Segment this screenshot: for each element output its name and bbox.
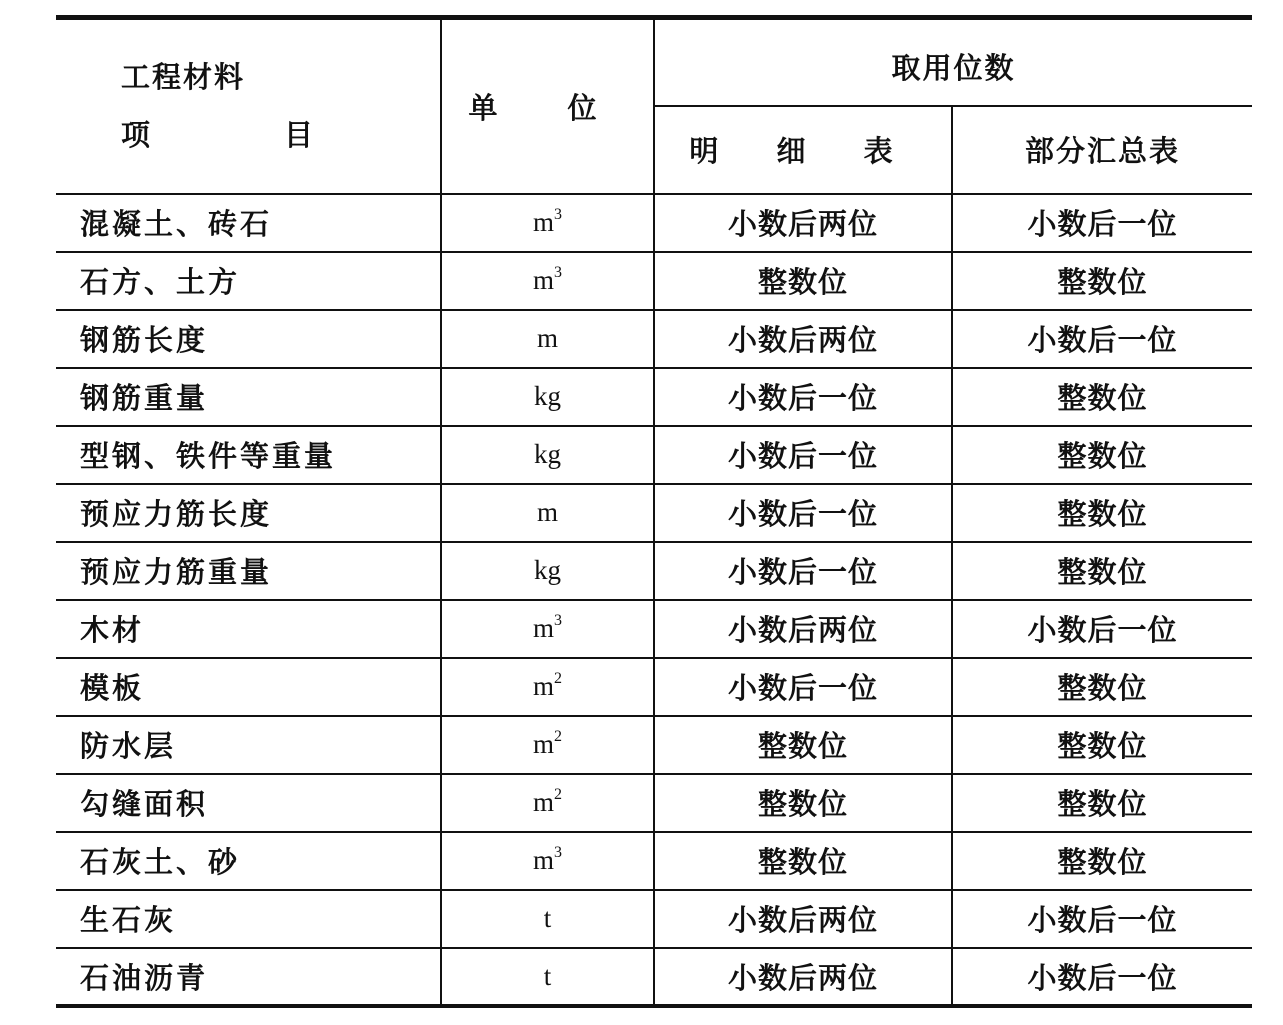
unit-exponent: 3 (554, 206, 562, 223)
unit-cell (441, 716, 654, 774)
header-group-label: 取用位数 (891, 51, 1016, 85)
unit-exponent: 3 (554, 612, 562, 629)
summary-cell: 小数后一位 (952, 600, 1252, 658)
item-cell: 木材 (56, 600, 441, 658)
detail-cell: 小数后一位 (654, 542, 952, 600)
detail-cell: 小数后一位 (654, 658, 952, 716)
table-body (56, 194, 1252, 1006)
unit-cell (441, 310, 654, 368)
item-cell: 防水层 (56, 716, 441, 774)
table-row (56, 716, 1252, 774)
precision-table (56, 15, 1252, 1008)
unit-base: m (532, 613, 554, 643)
summary-cell: 小数后一位 (952, 194, 1252, 252)
detail-cell: 整数位 (654, 716, 952, 774)
summary-cell: 整数位 (952, 774, 1252, 832)
item-cell: 模板 (56, 658, 441, 716)
unit-base: m (536, 497, 558, 527)
summary-cell: 小数后一位 (952, 890, 1252, 948)
header-summary-label: 部分汇总表 (1025, 134, 1181, 168)
unit-cell (441, 194, 654, 252)
table-row (56, 484, 1252, 542)
unit-cell (441, 542, 654, 600)
header-item-line1: 工程材料 (120, 60, 245, 95)
unit-base: m (532, 845, 554, 875)
header-detail-label: 明 细 表 (689, 134, 917, 168)
detail-cell: 整数位 (654, 252, 952, 310)
item-cell: 勾缝面积 (56, 774, 441, 832)
header-item-line2: 项 目 (120, 118, 376, 153)
unit-base: m (532, 787, 554, 817)
unit-cell (441, 600, 654, 658)
unit-base: m (532, 207, 554, 237)
unit-base: m (532, 729, 554, 759)
item-cell: 预应力筋重量 (56, 542, 441, 600)
unit-cell (441, 890, 654, 948)
unit-cell (441, 948, 654, 1006)
unit-cell (441, 832, 654, 890)
item-cell: 钢筋重量 (56, 368, 441, 426)
precision-table-container (56, 15, 1252, 1008)
header-group-cell (654, 18, 1252, 106)
summary-cell: 整数位 (952, 542, 1252, 600)
detail-cell: 小数后两位 (654, 310, 952, 368)
item-cell: 型钢、铁件等重量 (56, 426, 441, 484)
detail-cell: 整数位 (654, 832, 952, 890)
detail-cell: 小数后一位 (654, 426, 952, 484)
summary-cell: 整数位 (952, 658, 1252, 716)
item-cell: 生石灰 (56, 890, 441, 948)
unit-cell (441, 774, 654, 832)
summary-cell: 小数后一位 (952, 310, 1252, 368)
unit-base: kg (534, 381, 561, 411)
unit-base: kg (534, 555, 561, 585)
summary-cell: 整数位 (952, 368, 1252, 426)
table-row (56, 948, 1252, 1006)
summary-cell: 整数位 (952, 484, 1252, 542)
table-row (56, 658, 1252, 716)
detail-cell: 小数后两位 (654, 948, 952, 1006)
detail-cell: 小数后一位 (654, 484, 952, 542)
header-item-cell (56, 18, 441, 194)
unit-exponent: 3 (554, 264, 562, 281)
table-row (56, 600, 1252, 658)
unit-exponent: 2 (554, 728, 562, 745)
unit-base: t (543, 960, 552, 991)
detail-cell: 小数后两位 (654, 600, 952, 658)
header-detail-cell (654, 106, 952, 194)
header-unit-cell (441, 18, 654, 194)
unit-cell (441, 252, 654, 310)
header-unit-label: 单 位 (468, 90, 627, 125)
table-row (56, 832, 1252, 890)
detail-cell: 整数位 (654, 774, 952, 832)
table-row (56, 368, 1252, 426)
table-row (56, 774, 1252, 832)
summary-cell: 整数位 (952, 426, 1252, 484)
item-cell: 钢筋长度 (56, 310, 441, 368)
summary-cell: 小数后一位 (952, 948, 1252, 1006)
item-cell: 石方、土方 (56, 252, 441, 310)
header-summary-cell (952, 106, 1252, 194)
unit-base: kg (534, 439, 561, 469)
summary-cell: 整数位 (952, 832, 1252, 890)
table-row (56, 542, 1252, 600)
table-row (56, 194, 1252, 252)
unit-cell (441, 484, 654, 542)
unit-exponent: 3 (554, 844, 562, 861)
summary-cell: 整数位 (952, 252, 1252, 310)
item-cell: 石灰土、砂 (56, 832, 441, 890)
item-cell: 预应力筋长度 (56, 484, 441, 542)
item-cell: 混凝土、砖石 (56, 194, 441, 252)
unit-cell (441, 368, 654, 426)
unit-base: m (532, 265, 554, 295)
table-row (56, 310, 1252, 368)
unit-base: m (536, 323, 558, 353)
unit-base: t (543, 903, 552, 933)
table-row (56, 252, 1252, 310)
summary-cell: 整数位 (952, 716, 1252, 774)
unit-base: m (532, 671, 554, 701)
detail-cell: 小数后两位 (654, 890, 952, 948)
unit-cell (441, 426, 654, 484)
unit-exponent: 2 (554, 786, 562, 803)
detail-cell: 小数后一位 (654, 368, 952, 426)
detail-cell: 小数后两位 (654, 194, 952, 252)
unit-exponent: 2 (554, 670, 562, 687)
table-row (56, 890, 1252, 948)
table-row (56, 426, 1252, 484)
item-cell: 石油沥青 (56, 948, 441, 1006)
unit-cell (441, 658, 654, 716)
